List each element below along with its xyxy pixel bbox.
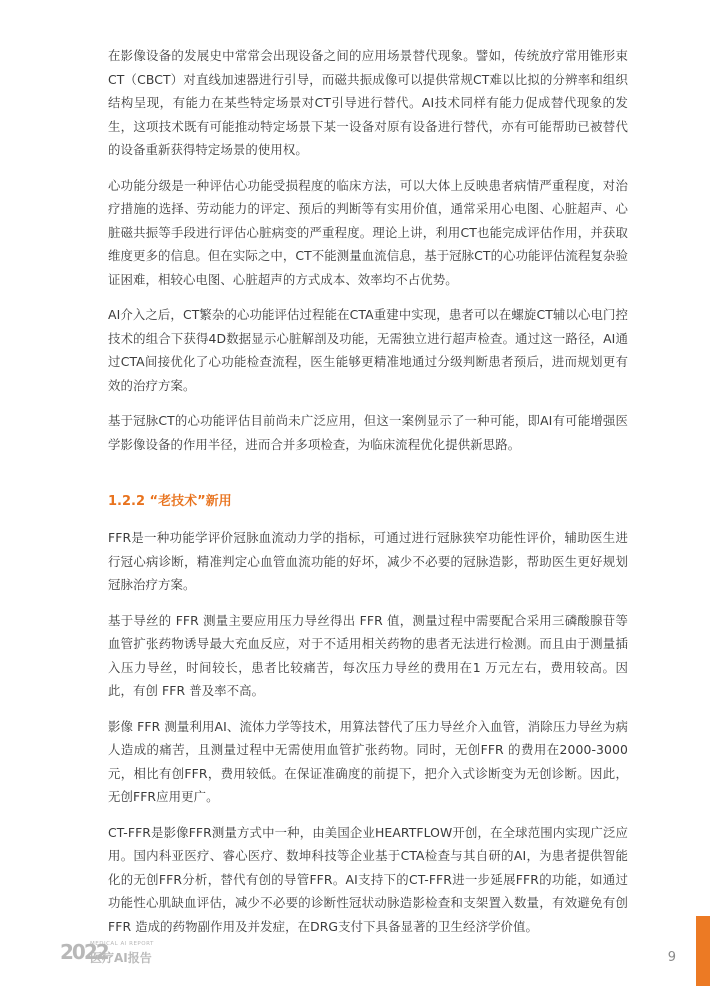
logo-year: 2022 — [60, 940, 108, 964]
paragraph-ct-ffr: CT-FFR是影像FFR测量方式中一种，由美国企业HEARTFLOW开创，在全球范围内实现广泛应用。国内科亚医疗、睿心医疗、数坤科技等企业基于CTA检查与其自研的AI，为患者提供智能化的无创FFR分析，替代有创的导管FFR。AI支持下的CT-FFR进一步延展FFR的功能，如通过功能性心肌缺血评估，减少不必要的诊断性冠状动脉造影检查和支架置入数量，有效避免有创 FFR 造成的药物副作用及并发症，在DRG支付下具备显著的卫生经济学价值。 — [108, 824, 628, 934]
page-number: 9 — [667, 950, 676, 965]
paragraph-ffr-definition: FFR是一种功能学评价冠脉血流动力学的指标，可通过进行冠脉狭窄功能性评价，辅助医生进行冠心病诊断，精准判定心血管血流功能的好坏，减少不必要的冠脉造影，帮助医生更好规划冠脉治疗方案。 — [108, 530, 628, 592]
paragraph-guidewire-ffr: 基于导丝的 FFR 测量主要应用压力导丝得出 FFR 值，测量过程中需要配合采用三磷酸腺苷等血管扩张药物诱导最大充血反应，对于不适用相关药物的患者无法进行检测。而且由于测量插入压力导丝，时间较长，患者比较痛苦，每次压力导丝的费用在1 万元左右，费用较高。因此，有创 FFR 普及率不高。 — [108, 612, 628, 698]
main-content — [108, 44, 628, 950]
logo-subtitle: MEDICAL AI REPORT — [90, 941, 154, 947]
paragraph-replacement-phenomenon: 在影像设备的发展史中常常会出现设备之间的应用场景替代现象。譬如，传统放疗常用锥形束CT（CBCT）对直线加速器进行引导，而磁共振成像可以提供常规CT难以比拟的分辨率和组织结构呈现，有能力在某些特定场景对CT引导进行替代。AI技术同样有能力促成替代现象的发生，这项技术既有可能推动特定场景下某一设备对原有设备进行替代，亦有可能帮助已被替代的设备重新获得特定场景的使用权。 — [108, 48, 628, 157]
section-heading: 1.2.2 “老技术”新用 — [108, 494, 232, 509]
report-logo — [60, 938, 170, 970]
logo-title: 医疗AI报告 — [90, 951, 152, 965]
accent-bar — [696, 916, 710, 986]
paragraph-cardiac-function-grading: 心功能分级是一种评估心功能受损程度的临床方法，可以大体上反映患者病情严重程度，对治疗措施的选择、劳动能力的评定、预后的判断等有实用价值，通常采用心电图、心脏超声、心脏磁共振等手段进行评估心脏病变的严重程度。理论上讲，利用CT也能完成评估作用，并获取维度更多的信息。但在实际之中，CT不能测量血流信息，基于冠脉CT的心功能评估流程复杂验证困难，相较心电图、心脏超声的方式成本、效率均不占优势。 — [108, 177, 628, 287]
paragraph-imaging-ffr: 影像 FFR 测量利用AI、流体力学等技术，用算法替代了压力导丝介入血管，消除压力导丝为病人造成的痛苦，且测量过程中无需使用血管扩张药物。同时，无创FFR 的费用在2000-3000元，相比有创FFR，费用较低。在保证准确度的前提下，把介入式诊断变为无创诊断。因此，无创FFR应用更广。 — [108, 718, 628, 804]
paragraph-ai-intervention: AI介入之后，CT繁杂的心功能评估过程能在CTA重建中实现，患者可以在螺旋CT辅以心电门控技术的组合下获得4D数据显示心脏解剖及功能，无需独立进行超声检查。通过这一路径，AI通过CTA间接优化了心功能检查流程，医生能够更精准地通过分级判断患者预后，进而规划更有效的治疗方案。 — [108, 307, 628, 393]
paragraph-coronary-ct-evaluation: 基于冠脉CT的心功能评估目前尚未广泛应用，但这一案例显示了一种可能，即AI有可能增强医学影像设备的作用半径，进而合并多项检查，为临床流程优化提供新思路。 — [108, 413, 628, 452]
